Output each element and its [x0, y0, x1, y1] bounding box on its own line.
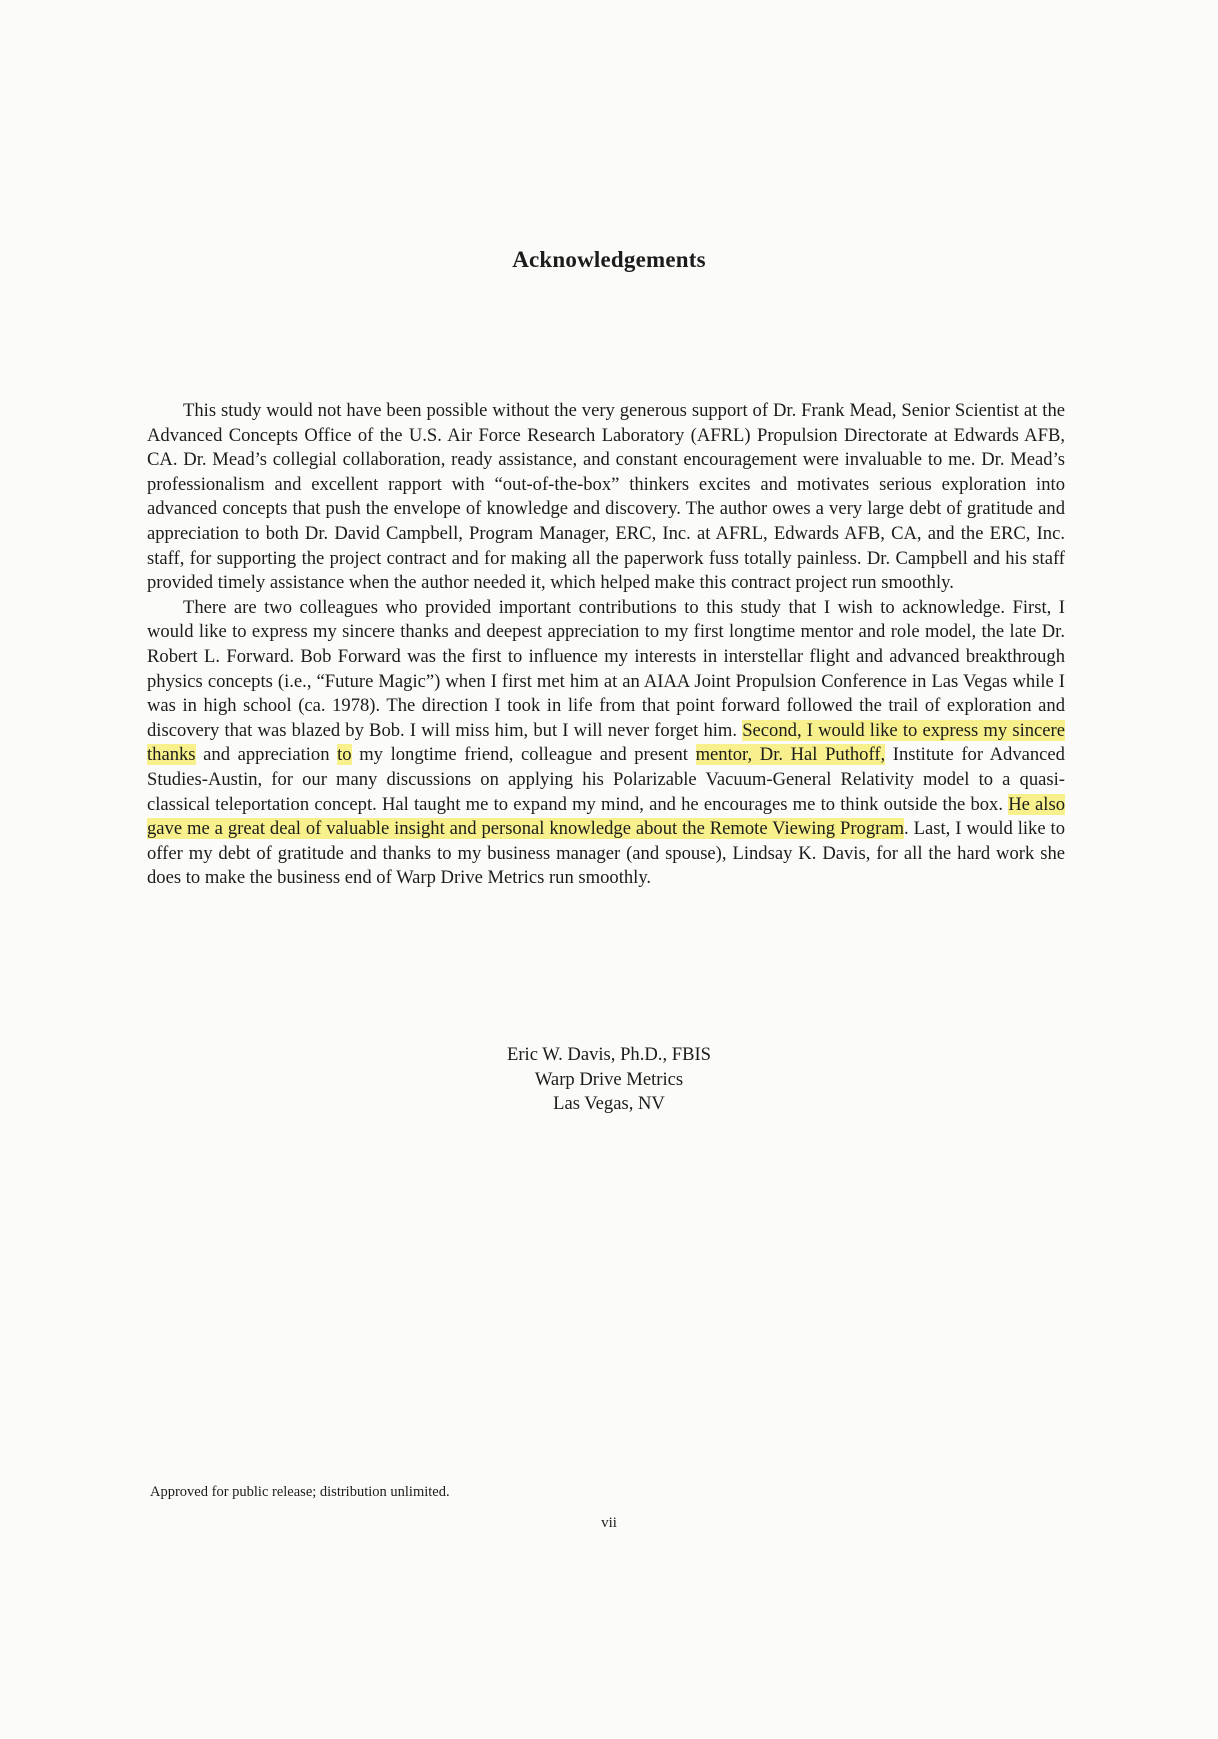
- acknowledgement-body: [147, 399, 1065, 891]
- highlighted-text: He also gave me a great deal of valuable insight and personal knowledge about the Remote Viewing Program: [147, 793, 1066, 840]
- author-location: Las Vegas, NV: [553, 1093, 665, 1115]
- signature-block: [0, 1043, 1218, 1117]
- paragraph-2-text: and appreciation: [195, 744, 338, 766]
- highlighted-text: mentor, Dr. Hal Puthoff,: [695, 744, 886, 766]
- paragraph-1: This study would not have been possible without the very generous support of Dr. Frank Mead, Senior Scientist at the Advanced Concepts Office of the U.S. Air Force Research Laboratory (AFRL) Propulsion Directorate at Edwards AFB, CA. Dr. Mead’s collegial collaboration, ready assistance, and constant encouragement were invaluable to me. Dr. Mead’s professionalism and excellent rapport with “out-of-the-box” thinkers excites and motivates serious exploration into advanced concepts that push the envelope of knowledge and discovery. The author owes a very large debt of gratitude and appreciation to both Dr. David Campbell, Program Manager, ERC, Inc. at AFRL, Edwards AFB, CA, and the ERC, Inc. staff, for supporting the project contract and for making all the paperwork fuss totally painless. Dr. Campbell and his staff provided timely assistance when the author needed it, which helped make this contract project run smoothly.: [147, 400, 1065, 594]
- paragraph-2: [147, 596, 1065, 891]
- paragraph-2-text: There are two colleagues who provided important contributions to this study that I wish to acknowledge. First, I would like to express my sincere thanks and deepest appreciation to my first longtime mentor and role model, the late Dr. Robert L. Forward. Bob Forward was the first to influence my interests in interstellar flight and advanced breakthrough physics concepts (i.e., “Future Magic”) when I first met him at an AIAA Joint Propulsion Conference in Las Vegas while I was in high school (ca. 1978). The direction I took in life from that point forward followed the trail of exploration and discovery that was blazed by Bob. I will miss him, but I will never forget him.: [147, 596, 1065, 741]
- page-number: vii: [601, 1515, 617, 1531]
- release-statement: Approved for public release; distribution unlimited.: [150, 1484, 450, 1500]
- paragraph-2-text: Institute for Advanced Studies-Austin, for our many discussions on applying his Polarizable Vacuum-General Relativity model to a quasi-classical teleportation concept. Hal taught me to expand my mind, and he encourages me to think outside the box.: [147, 744, 1065, 815]
- highlighted-text: to: [337, 744, 352, 766]
- author-name: Eric W. Davis, Ph.D., FBIS: [506, 1044, 712, 1065]
- paragraph-2-text: . Last, I would like to offer my debt of gratitude and thanks to my business manager (and spouse), Lindsay K. Davis, for all the hard work she does to make the business end of Warp Drive Metrics run smoothly.: [147, 818, 1065, 889]
- page-title: Acknowledgements: [512, 247, 706, 272]
- author-organization: Warp Drive Metrics: [534, 1068, 684, 1090]
- paragraph-2-text: my longtime friend, colleague and present: [351, 744, 696, 766]
- highlighted-text: Second, I would like to express my sincere thanks: [147, 719, 1065, 766]
